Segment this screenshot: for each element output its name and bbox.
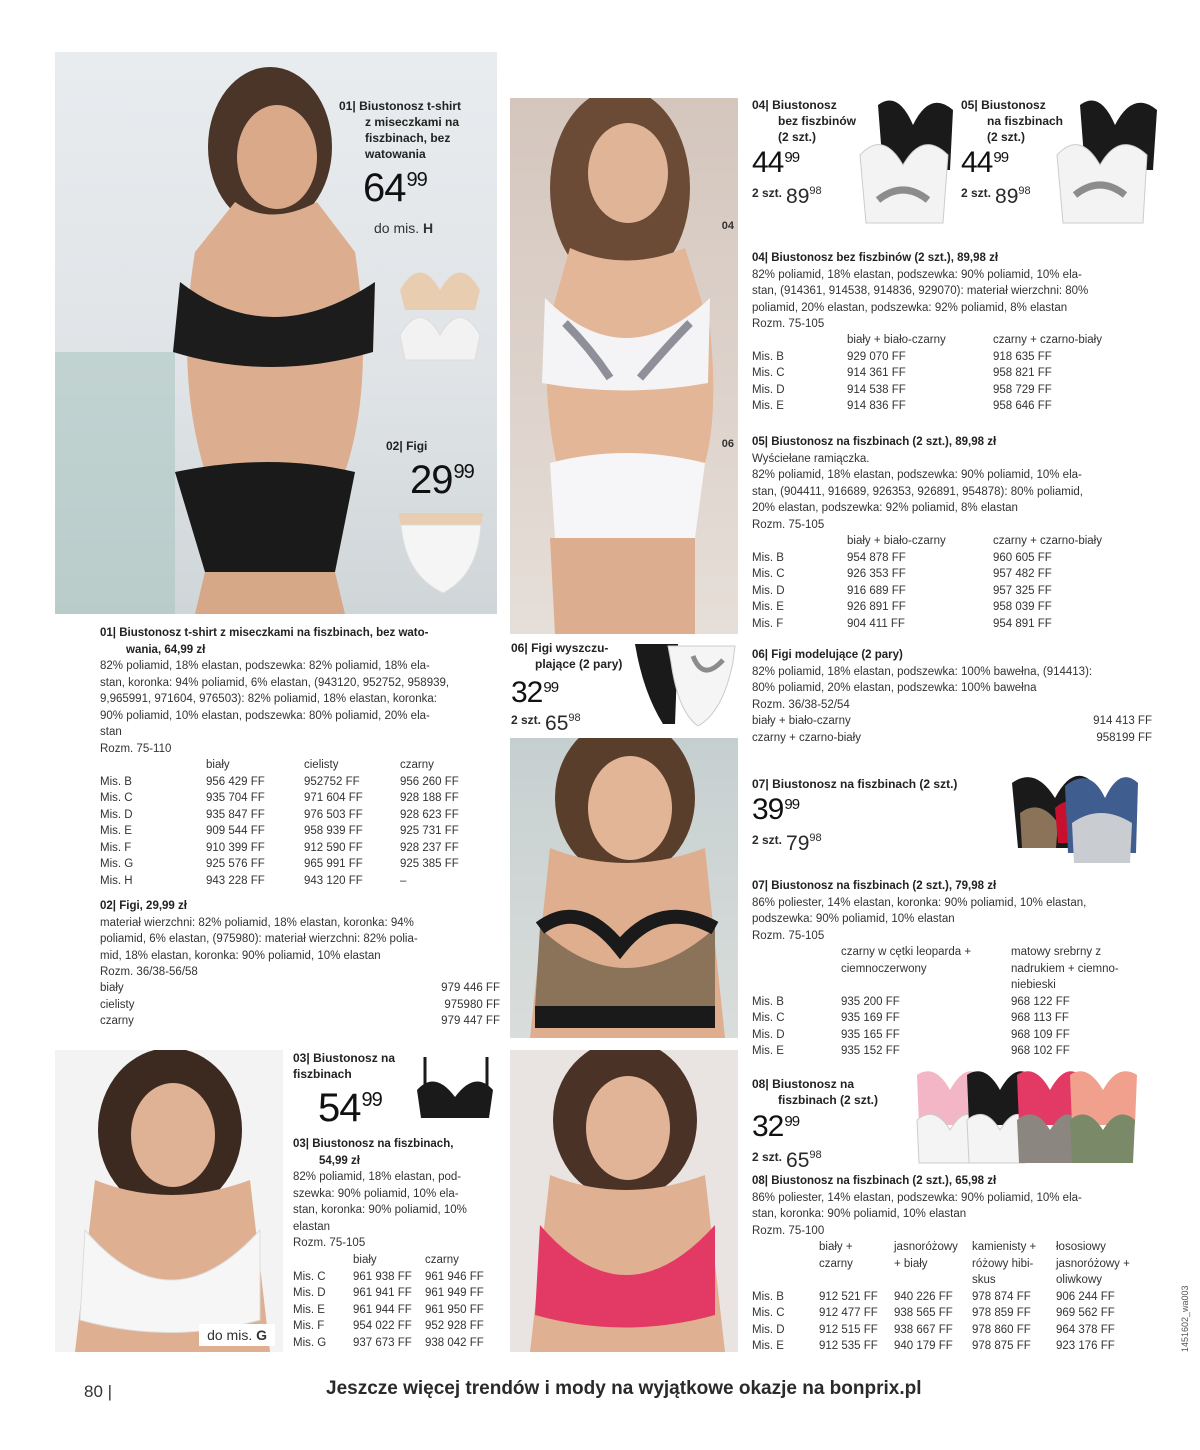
table-row: Mis. B 954 878 FF 960 605 FF bbox=[752, 551, 1052, 564]
product-05-multi-price: 2 szt. 89 98 bbox=[961, 185, 1031, 208]
product-03-size-table bbox=[293, 1252, 484, 1351]
table-row: czarny + czarno-biały 958199 FF bbox=[752, 731, 1152, 744]
product-02-price: 29 99 bbox=[410, 458, 474, 502]
table-header: biały czarny bbox=[353, 1254, 459, 1266]
product-04-description: 04| Biustonosz bez fiszbinów (2 szt.), 89,98 zł 82% poliamid, 18% elastan, podszewka: 90% poliamid, 10% ela- stan, (914361, 914538, 914836, 929070): materiał wierzchni: 80% poliamid, 20% elastan, podszewka: 92% poliamid, 8% elastan Rozm. 75-105 bbox=[752, 252, 1089, 330]
photo-model-03 bbox=[55, 1050, 283, 1352]
product-01-headline: 01| Biustonosz t-shirt z miseczkami na fiszbinach, bez watowania bbox=[339, 99, 462, 161]
product-06-headline: 06| Figi wyszczu- plające (2 pary) bbox=[511, 641, 623, 671]
product-08-thumb bbox=[915, 1065, 1150, 1167]
cup-badge-03: do mis. G bbox=[199, 1324, 275, 1346]
table-row: Mis. D 935 165 FF 968 109 FF bbox=[752, 1028, 1070, 1041]
product-01-number: 01 bbox=[339, 99, 353, 113]
product-08-multi-price: 2 szt. 65 98 bbox=[752, 1149, 822, 1172]
table-row: Mis. H 943 228 FF 943 120 FF – bbox=[100, 874, 407, 887]
table-row: biały + biało-czarny 914 413 FF bbox=[752, 715, 1152, 727]
table-row: Mis. F 910 399 FF 912 590 FF 928 237 FF bbox=[100, 841, 459, 854]
table-row: Mis. D 916 689 FF 957 325 FF bbox=[752, 584, 1052, 597]
product-03-headline: 03| Biustonosz na fiszbinach bbox=[293, 1051, 396, 1081]
product-05-description: 05| Biustonosz na fiszbinach (2 szt.), 89,98 zł Wyściełane ramiączka. 82% poliamid, 18% elastan, podszewka: 90% poliamid, 10% ela- stan, (904411, 916689, 926353, 926891, 954878): 80% poliamid, 20% elastan, podszewka: 92% poliamid, 8% elastan Rozm. 75-105 bbox=[752, 436, 1083, 531]
product-02-thumb bbox=[393, 505, 488, 600]
product-07-thumb bbox=[1010, 768, 1140, 868]
product-08-price: 32 99 bbox=[752, 1110, 800, 1143]
product-06-thumb bbox=[633, 642, 738, 728]
footer-tagline: Jeszcze więcej trendów i mody na wyjątkowe okazje na bonprix.pl bbox=[326, 1378, 922, 1399]
product-01-cup: do mis. H bbox=[374, 220, 434, 236]
table-row: Mis. D 935 847 FF 976 503 FF 928 623 FF bbox=[100, 808, 459, 821]
product-03-thumb bbox=[415, 1052, 495, 1124]
table-row: Mis. D 914 538 FF 958 729 FF bbox=[752, 383, 1052, 396]
product-03-description: 03| Biustonosz na fiszbinach, 54,99 zł 82% poliamid, 18% elastan, pod- szewka: 90% poliamid, 10% ela- stan, koronka: 90% poliamid, 10% elastan Rozm. 75-105 bbox=[293, 1138, 467, 1249]
product-06-multi-price: 2 szt. 65 98 bbox=[511, 712, 581, 735]
product-07-multi-price: 2 szt. 79 98 bbox=[752, 832, 822, 855]
table-row: Mis. C 914 361 FF 958 821 FF bbox=[752, 367, 1052, 379]
product-02-color-table bbox=[100, 980, 500, 1030]
product-04-multi-price: 2 szt. 89 98 bbox=[752, 185, 822, 208]
product-05-price: 44 99 bbox=[961, 146, 1009, 179]
table-row: Mis. C 926 353 FF 957 482 FF bbox=[752, 568, 1052, 580]
table-row: Mis. C 961 938 FF 961 946 FF bbox=[293, 1270, 484, 1283]
product-08-headline: 08| Biustonosz na fiszbinach (2 szt.) bbox=[752, 1077, 879, 1107]
table-row: Mis. F 904 411 FF 954 891 FF bbox=[752, 617, 1052, 630]
table-row: Mis. E 909 544 FF 958 939 FF 925 731 FF bbox=[100, 825, 459, 837]
product-06-color-table bbox=[752, 713, 1152, 746]
table-row: Mis. C 935 169 FF 968 113 FF bbox=[752, 1012, 1069, 1024]
table-row: Mis. E 935 152 FF 968 102 FF bbox=[752, 1045, 1070, 1057]
product-08-size-table bbox=[752, 1239, 1130, 1355]
page-number: 80 | bbox=[84, 1382, 113, 1401]
table-row: Mis. D 912 515 FF 938 667 FF 978 860 FF 964 378 FF bbox=[752, 1323, 1115, 1336]
table-row: Mis. B 912 521 FF 940 226 FF 978 874 FF 906 244 FF bbox=[752, 1290, 1115, 1303]
product-07-size-table bbox=[752, 944, 1119, 1060]
product-06-description: 06| Figi modelujące (2 pary) 82% poliamid, 18% elastan, podszewka: 100% bawełna, (914413): 80% poliamid, 20% elastan, podszewka: 100% bawełna Rozm. 36/38-52/54 bbox=[752, 649, 1093, 711]
table-row: Mis. B 935 200 FF 968 122 FF bbox=[752, 995, 1070, 1008]
product-04-thumb bbox=[858, 95, 956, 235]
table-header: biały + biało-czarny czarny + czarno-biały bbox=[847, 535, 1102, 547]
product-07-price: 39 99 bbox=[752, 793, 800, 826]
product-04-price: 44 99 bbox=[752, 146, 800, 179]
product-05-size-table bbox=[752, 533, 1102, 632]
photo-label-06: 06 bbox=[721, 438, 734, 450]
table-row: Mis. E 912 535 FF 940 179 FF 978 875 FF 923 176 FF bbox=[752, 1340, 1115, 1352]
photo-model-04-06 bbox=[510, 98, 738, 634]
catalog-code: 1451602_wa003 bbox=[1180, 1285, 1190, 1352]
table-row: czarny 979 447 FF bbox=[100, 1015, 500, 1027]
product-01-description: 01| Biustonosz t-shirt z miseczkami na fiszbinach, bez wato- wania, 64,99 zł 82% poliamid, 18% elastan, podszewka: 82% poliamid, 18% ela- stan, koronka: 94% poliamid, 6% elastan, (943120, 952752, 958939, 9,965991, 971604, 976503): 82% poliamid, 18% elastan, koronka: 90% poliamid, 10% elastan, podszewka: 80% poliamid, 20% ela- stan Rozm. 75-110 bbox=[100, 627, 450, 755]
product-01-thumb bbox=[395, 250, 485, 375]
table-row: cielisty 975980 FF bbox=[100, 998, 500, 1011]
table-header: biały cielisty czarny bbox=[206, 759, 434, 771]
table-header: biały + biało-czarny czarny + czarno-biały bbox=[847, 334, 1102, 346]
product-04-size-table bbox=[752, 332, 1102, 415]
product-05-headline: 05| Biustonosz na fiszbinach (2 szt.) bbox=[961, 98, 1064, 144]
product-03-price: 54 99 bbox=[318, 1086, 382, 1130]
product-01-price: 64 99 bbox=[363, 166, 427, 210]
table-row: Mis. B 929 070 FF 918 635 FF bbox=[752, 350, 1052, 363]
product-01-size-table bbox=[100, 757, 459, 889]
product-07-description: 07| Biustonosz na fiszbinach (2 szt.), 79,98 zł 86% poliester, 14% elastan, koronka: 90% poliamid, 10% elastan, podszewka: 90% poliamid, 10% elastan Rozm. 75-105 bbox=[752, 880, 1087, 942]
table-row: Mis. E 926 891 FF 958 039 FF bbox=[752, 601, 1052, 613]
table-row: Mis. G 925 576 FF 965 991 FF 925 385 FF bbox=[100, 858, 459, 870]
product-04-headline: 04| Biustonosz bez fiszbinów (2 szt.) bbox=[752, 98, 856, 144]
product-07-headline: 07| Biustonosz na fiszbinach (2 szt.) bbox=[752, 777, 958, 791]
product-02-description: 02| Figi, 29,99 zł materiał wierzchni: 82% poliamid, 18% elastan, koronka: 94% poliamid, 6% elastan, (975980): materiał wierzchni: 82% polia- mid, 18% elastan, koronka: 90% poliamid, 10% elastan Rozm. 36/38-56/58 bbox=[100, 900, 418, 978]
photo-model-08 bbox=[510, 1050, 738, 1352]
product-05-thumb bbox=[1055, 95, 1160, 235]
photo-model-07 bbox=[510, 738, 738, 1038]
table-row: Mis. D 961 941 FF 961 949 FF bbox=[293, 1287, 484, 1299]
product-02-headline: 02| Figi bbox=[386, 439, 428, 453]
table-header: czarny w cętki leoparda + ciemnoczerwony matowy srebrny z nadrukiem + ciemno- niebieski bbox=[841, 946, 1119, 991]
product-06-price: 32 99 bbox=[511, 676, 559, 709]
product-08-description: 08| Biustonosz na fiszbinach (2 szt.), 65,98 zł 86% poliester, 14% elastan, podszewka: 90% poliamid, 10% ela- stan, koronka: 90% poliamid, 10% elastan Rozm. 75-100 bbox=[752, 1175, 1082, 1237]
table-row: Mis. C 935 704 FF 971 604 FF 928 188 FF bbox=[100, 792, 459, 804]
table-row: Mis. F 954 022 FF 952 928 FF bbox=[293, 1320, 484, 1332]
table-header: biały + czarny jasnoróżowy + biały kamienisty + różowy hibi- skus łososiowy jasnoróżowy + oliwkowy bbox=[819, 1241, 1130, 1286]
table-row: Mis. B 956 429 FF 952752 FF 956 260 FF bbox=[100, 775, 459, 788]
table-row: Mis. E 961 944 FF 961 950 FF bbox=[293, 1303, 484, 1316]
photo-label-04: 04 bbox=[721, 220, 734, 232]
table-row: Mis. E 914 836 FF 958 646 FF bbox=[752, 400, 1052, 412]
table-row: biały 979 446 FF bbox=[100, 982, 500, 994]
table-row: Mis. C 912 477 FF 938 565 FF 978 859 FF 969 562 FF bbox=[752, 1307, 1115, 1319]
table-row: Mis. G 937 673 FF 938 042 FF bbox=[293, 1336, 484, 1349]
